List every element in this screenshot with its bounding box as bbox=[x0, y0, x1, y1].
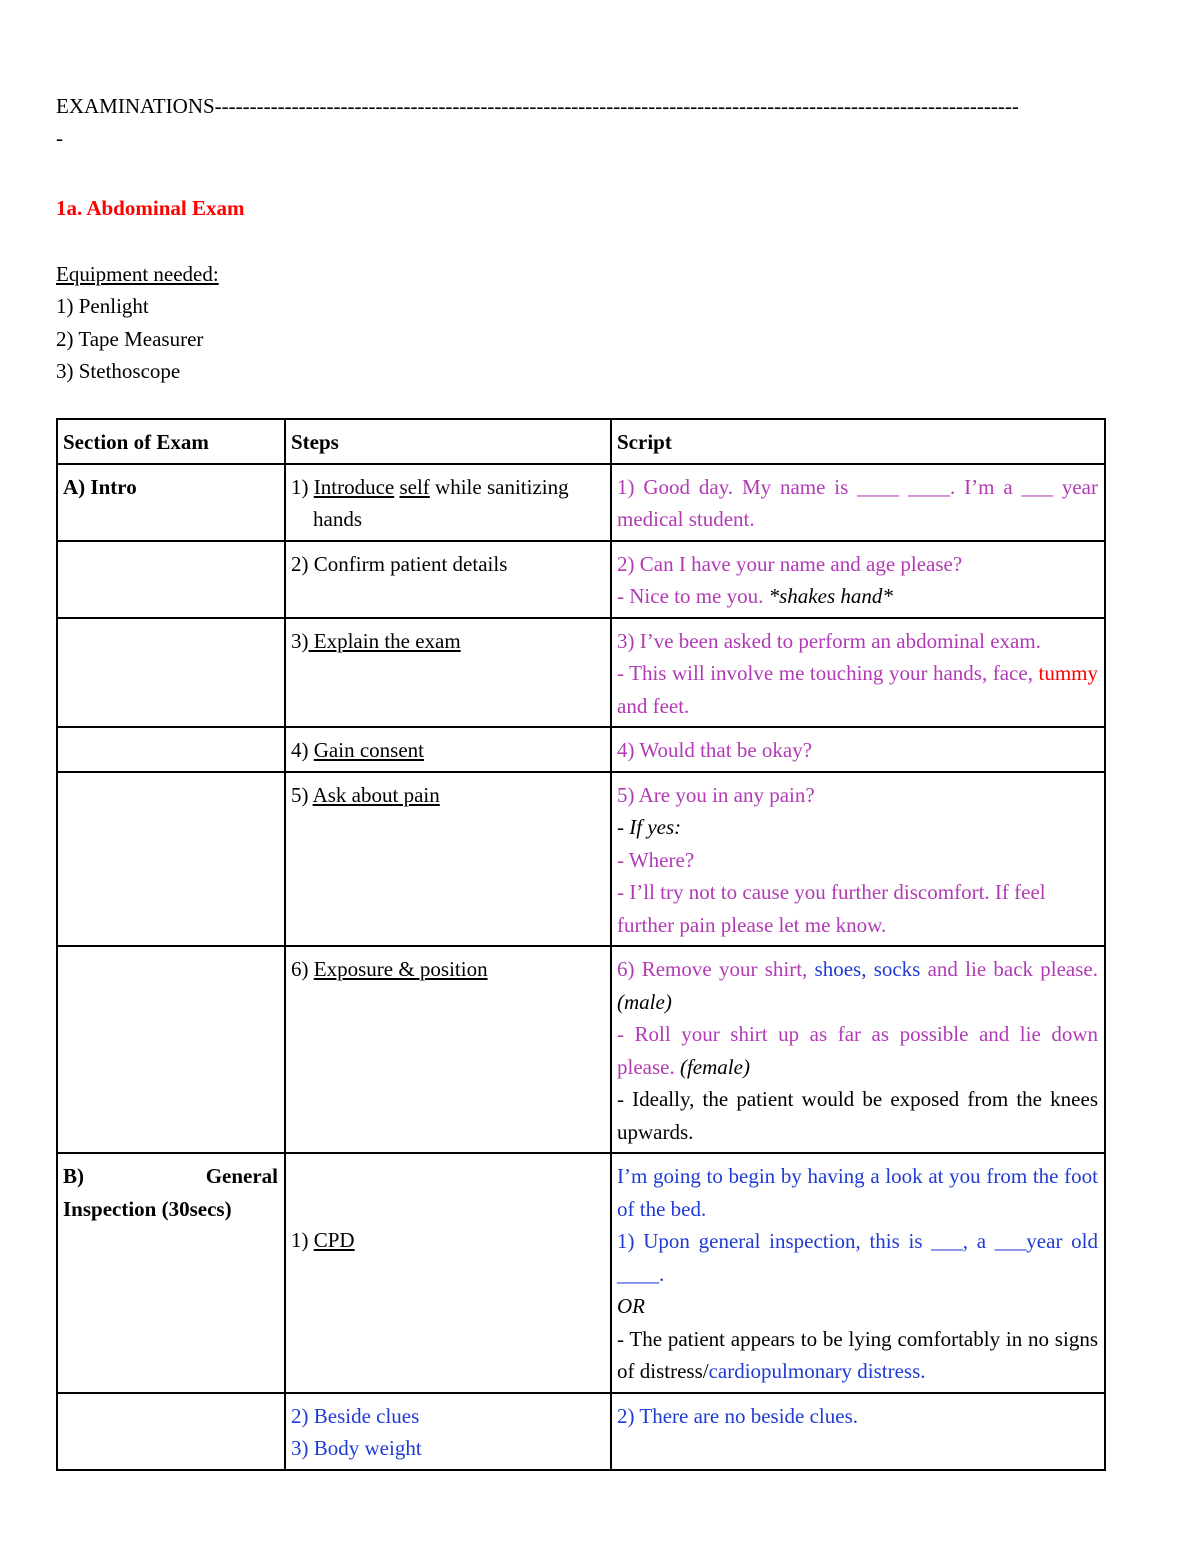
step-cell: 1) CPD bbox=[285, 1153, 611, 1393]
section-cell bbox=[57, 618, 285, 728]
section-title: 1a. Abdominal Exam bbox=[56, 196, 245, 220]
step-cell: 4) Gain consent bbox=[285, 727, 611, 772]
table-row bbox=[57, 946, 1105, 1153]
section-cell: B) General Inspection (30secs) bbox=[57, 1153, 285, 1393]
table-row bbox=[57, 1153, 1105, 1393]
step-text: 1) Introduce self while sanitizing hands bbox=[291, 474, 569, 531]
step-cell: 2) Confirm patient details bbox=[285, 541, 611, 618]
section-cell bbox=[57, 727, 285, 772]
script-cell: 3) I’ve been asked to perform an abdominal exam. - This will involve me touching your hands, face, tummy and feet. bbox=[611, 618, 1105, 728]
script-cell: 5) Are you in any pain? - If yes: - Where? - I’ll try not to cause you further discomfort. If feel further pain please let me know. bbox=[611, 772, 1105, 947]
step-cell: 3) Explain the exam bbox=[285, 618, 611, 728]
step-cell bbox=[285, 464, 611, 541]
equipment-heading: Equipment needed: bbox=[56, 262, 219, 286]
table-row bbox=[57, 464, 1105, 541]
equipment-item: 3) Stethoscope bbox=[56, 359, 181, 383]
table-row bbox=[57, 618, 1105, 728]
document-header: EXAMINATIONS------------------------------------------------------------------------------------------------------------------- bbox=[56, 94, 1019, 118]
script-cell: 6) Remove your shirt, shoes, socks and lie back please. (male) - Roll your shirt up as far as possible and lie down please. (female) - Ideally, the patient would be exposed from the knees upwards. bbox=[611, 946, 1105, 1153]
script-cell: 1) Good day. My name is ____ ____. I’m a ___ year medical student. bbox=[611, 464, 1105, 541]
header-steps: Steps bbox=[285, 419, 611, 464]
section-cell bbox=[57, 772, 285, 947]
section-cell bbox=[57, 946, 285, 1153]
section-cell bbox=[57, 541, 285, 618]
script-cell: 2) Can I have your name and age please? - Nice to me you. *shakes hand* bbox=[611, 541, 1105, 618]
equipment-item: 1) Penlight bbox=[56, 294, 149, 318]
header-script: Script bbox=[611, 419, 1105, 464]
document-page bbox=[56, 90, 1146, 388]
step-cell: 6) Exposure & position bbox=[285, 946, 611, 1153]
step-cell: 5) Ask about pain bbox=[285, 772, 611, 947]
script-cell: I’m going to begin by having a look at you from the foot of the bed. 1) Upon general inspection, this is ___, a ___year old ____. OR - The patient appears to be lying comfortably in no signs of distress/cardiopulmonary distress. bbox=[611, 1153, 1105, 1393]
header-section: Section of Exam bbox=[57, 419, 285, 464]
table-row bbox=[57, 1393, 1105, 1470]
script-cell: 4) Would that be okay? bbox=[611, 727, 1105, 772]
equipment-list bbox=[56, 290, 1146, 388]
table-row bbox=[57, 727, 1105, 772]
script-cell: 2) There are no beside clues. bbox=[611, 1393, 1105, 1470]
table-row bbox=[57, 541, 1105, 618]
equipment-item: 2) Tape Measurer bbox=[56, 326, 204, 351]
exam-table bbox=[56, 418, 1106, 1471]
document-header-dash: - bbox=[56, 126, 63, 150]
section-cell: A) Intro bbox=[57, 464, 285, 541]
table-row bbox=[57, 772, 1105, 947]
table-header-row bbox=[57, 419, 1105, 464]
section-cell bbox=[57, 1393, 285, 1470]
step-cell: 2) Beside clues 3) Body weight bbox=[285, 1393, 611, 1470]
